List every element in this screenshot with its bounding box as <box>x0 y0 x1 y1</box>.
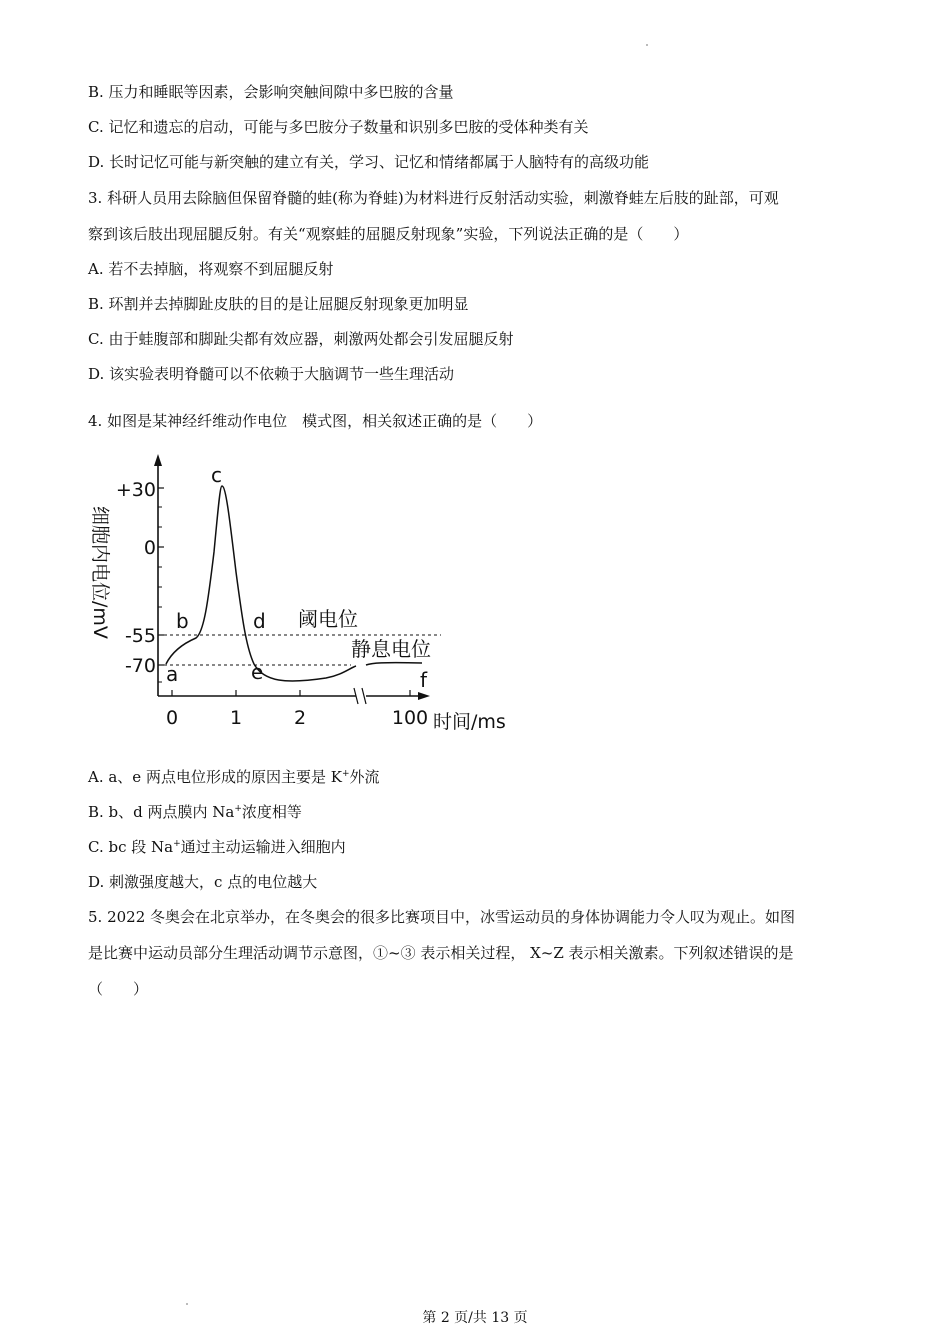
option-b-q4-tail: 浓度相等 <box>241 803 302 821</box>
x-tick-label: 2 <box>293 707 307 729</box>
point-label-a: a <box>166 662 179 686</box>
scan-dot <box>646 44 648 46</box>
page-footer: 第 2 页/共 13 页 <box>422 1310 528 1326</box>
point-label-d: d <box>253 609 266 633</box>
question-3-line-2: 察到该后肢出现屈腿反射。有关“观察蛙的屈腿反射现象”实验，下列说法正确的是（ ） <box>88 225 689 243</box>
axis-break-mark <box>362 688 366 704</box>
x-tick-label: 0 <box>165 707 179 729</box>
option-b-q4 <box>88 802 302 822</box>
option-d-q2: D. 长时记忆可能与新突触的建立有关，学习、记忆和情绪都属于人脑特有的高级功能 <box>88 153 650 171</box>
option-b-q2: B. 压力和睡眠等因素，会影响突触间隙中多巴胺的含量 <box>88 83 454 101</box>
option-a-q4-tail: 外流 <box>349 768 380 786</box>
option-c-q4-tail: 通过主动运输进入细胞内 <box>180 838 346 856</box>
option-c-q2: C. 记忆和遗忘的启动，可能与多巴胺分子数量和识别多巴胺的受体种类有关 <box>88 118 589 136</box>
x-axis-arrow <box>418 692 430 700</box>
scan-dot <box>186 1303 188 1305</box>
question-5-line-3: （ ） <box>88 980 149 998</box>
question-3-line-1: 3. 科研人员用去除脑但保留脊髓的蛙(称为脊蛙)为材料进行反射活动实验，刺激脊蛙左后肢的趾部，可观 <box>88 189 779 207</box>
membrane-potential-curve-tail <box>366 663 422 665</box>
point-label-e: e <box>251 660 264 684</box>
superscript-plus: + <box>173 839 181 849</box>
option-d-q4: D. 刺激强度越大，c 点的电位越大 <box>88 873 318 891</box>
membrane-potential-curve <box>166 486 356 681</box>
y-tick-label: +30 <box>115 479 156 501</box>
option-c-q4-text: C. bc 段 Na <box>88 838 174 856</box>
superscript-plus: + <box>341 769 350 779</box>
y-tick-label: 0 <box>143 537 156 559</box>
option-a-q3: A. 若不去掉脑，将观察不到屈腿反射 <box>88 260 334 278</box>
x-tick-label: 100 <box>391 707 429 729</box>
y-axis-label: 细胞内电位/mV <box>89 506 111 639</box>
y-tick-label: -70 <box>124 655 156 677</box>
option-a-q4 <box>88 767 380 787</box>
x-tick-label: 1 <box>229 707 243 729</box>
action-potential-figure <box>86 452 526 742</box>
question-4-stem: 4. 如图是某神经纤维动作电位 模式图，相关叙述正确的是（ ） <box>88 412 543 430</box>
point-label-b: b <box>176 609 189 633</box>
superscript-plus: + <box>234 804 242 814</box>
option-d-q3: D. 该实验表明脊髓可以不依赖于大脑调节一些生理活动 <box>88 365 455 383</box>
option-c-q4 <box>88 837 346 857</box>
threshold-label: 阈电位 <box>298 607 358 631</box>
point-label-f: f <box>420 668 428 692</box>
resting-label: 静息电位 <box>351 637 431 661</box>
y-tick-label: -55 <box>124 625 156 647</box>
x-axis-label: 时间/ms <box>433 711 506 733</box>
point-label-c: c <box>211 463 222 487</box>
option-b-q4-text: B. b、d 两点膜内 Na <box>88 803 235 821</box>
option-c-q3: C. 由于蛙腹部和脚趾尖都有效应器，刺激两处都会引发屈腿反射 <box>88 330 514 348</box>
option-a-q4-text: A. a、e 两点电位形成的原因主要是 K <box>88 768 342 786</box>
option-b-q3: B. 环割并去掉脚趾皮肤的目的是让屈腿反射现象更加明显 <box>88 295 469 313</box>
question-5-line-1: 5. 2022 冬奥会在北京举办，在冬奥会的很多比赛项目中，冰雪运动员的身体协调能力令人叹为观止。如图 <box>88 908 796 926</box>
y-axis-arrow <box>154 454 162 466</box>
question-5-line-2: 是比赛中运动员部分生理活动调节示意图，①~③ 表示相关过程， X~Z 表示相关激素。下列叙述错误的是 <box>88 944 794 962</box>
